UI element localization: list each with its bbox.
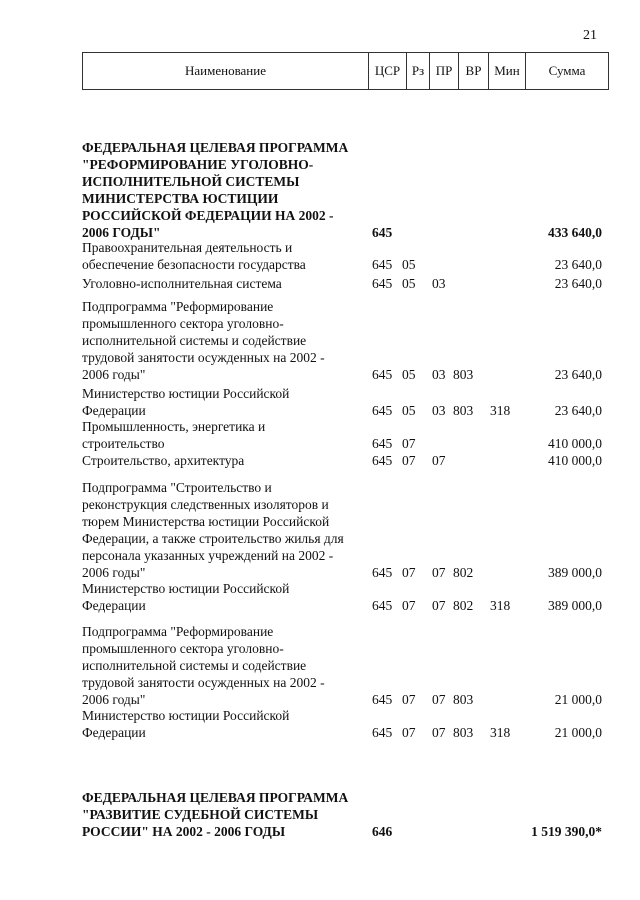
header-vr: ВР — [458, 53, 488, 89]
code-pr: 07 — [432, 692, 446, 707]
sum: 23 640,0 — [554, 367, 602, 382]
code-vr: 803 — [453, 725, 474, 740]
code-csr: 645 — [372, 276, 393, 291]
code-csr: 645 — [372, 725, 393, 740]
code-pr: 03 — [432, 367, 446, 382]
table-row — [82, 479, 602, 581]
code-min: 318 — [490, 598, 511, 613]
sum: 23 640,0 — [554, 403, 602, 418]
name: Строительство, архитектура — [82, 453, 245, 468]
code-csr: 645 — [372, 367, 393, 382]
header-rz: Рз — [406, 53, 429, 89]
table-row — [82, 452, 602, 469]
code-min: 318 — [490, 403, 511, 418]
table-header — [82, 52, 609, 90]
code-rz: 05 — [402, 276, 416, 291]
code-csr: 645 — [372, 257, 393, 272]
name: Подпрограмма "Строительство и реконструкция следственных изоляторов и тюрем Министерства юстиции Российской Федерации, а также строительство жилья для персонала указанных учреждений на 2002 - 2006 годы" — [82, 480, 344, 580]
code-rz: 07 — [402, 436, 416, 451]
code-pr: 07 — [432, 565, 446, 580]
code-csr: 645 — [372, 565, 393, 580]
name: Подпрограмма "Реформирование промышленного сектора уголовно- исполнительной системы и содействие трудовой занятости осужденных на 2002 - 2006 годы" — [82, 299, 325, 382]
sum: 389 000,0 — [548, 565, 602, 580]
code-rz: 05 — [402, 257, 416, 272]
sum: 23 640,0 — [554, 276, 602, 291]
sum: 389 000,0 — [548, 598, 602, 613]
code-csr: 645 — [372, 436, 393, 451]
header-sum: Сумма — [525, 53, 608, 89]
page-number: 21 — [583, 28, 597, 43]
code-csr: 645 — [372, 453, 393, 468]
sum: 21 000,0 — [554, 692, 602, 707]
code-vr: 803 — [453, 692, 474, 707]
code-pr: 03 — [432, 276, 446, 291]
name: Подпрограмма "Реформирование промышленного сектора уголовно- исполнительной системы и содействие трудовой занятости осужденных на 2002 - 2006 годы" — [82, 624, 325, 707]
name: Министерство юстиции Российской Федерации — [82, 386, 290, 418]
code-rz: 07 — [402, 565, 416, 580]
table-row — [82, 418, 602, 452]
header-min: Мин — [488, 53, 525, 89]
sum: 21 000,0 — [554, 725, 602, 740]
code-vr: 803 — [453, 403, 474, 418]
name: ФЕДЕРАЛЬНАЯ ЦЕЛЕВАЯ ПРОГРАММА "РЕФОРМИРОВАНИЕ УГОЛОВНО- ИСПОЛНИТЕЛЬНОЙ СИСТЕМЫ МИНИСТЕРСТВА ЮСТИЦИИ РОССИЙСКОЙ ФЕДЕРАЦИИ НА 2002 - 2006 ГОДЫ" — [82, 140, 349, 240]
header-csr: ЦСР — [368, 53, 406, 89]
name: Промышленность, энергетика и строительство — [82, 419, 266, 451]
code-csr: 645 — [372, 225, 393, 240]
code-min: 318 — [490, 725, 511, 740]
code-vr: 802 — [453, 598, 474, 613]
code-pr: 07 — [432, 725, 446, 740]
name: Министерство юстиции Российской Федерации — [82, 708, 290, 740]
code-pr: 07 — [432, 598, 446, 613]
table-row — [82, 707, 602, 741]
name: Уголовно-исполнительная система — [82, 276, 282, 291]
table-row — [82, 298, 602, 383]
name: Министерство юстиции Российской Федерации — [82, 581, 290, 613]
sum: 1 519 390,0* — [531, 824, 602, 839]
code-vr: 803 — [453, 367, 474, 382]
name: Правоохранительная деятельность и обеспечение безопасности государства — [82, 240, 306, 272]
sum: 410 000,0 — [548, 436, 602, 451]
table-row — [82, 275, 602, 292]
code-rz: 07 — [402, 453, 416, 468]
table-row — [82, 239, 602, 273]
code-rz: 05 — [402, 403, 416, 418]
sum: 410 000,0 — [548, 453, 602, 468]
code-rz: 07 — [402, 598, 416, 613]
code-pr: 07 — [432, 453, 446, 468]
code-rz: 05 — [402, 367, 416, 382]
name: ФЕДЕРАЛЬНАЯ ЦЕЛЕВАЯ ПРОГРАММА "РАЗВИТИЕ СУДЕБНОЙ СИСТЕМЫ РОССИИ" НА 2002 - 2006 ГОДЫ — [82, 790, 349, 839]
code-csr: 646 — [372, 824, 393, 839]
code-rz: 07 — [402, 692, 416, 707]
code-csr: 645 — [372, 692, 393, 707]
sum: 433 640,0 — [548, 225, 602, 240]
code-csr: 645 — [372, 598, 393, 613]
table-row — [82, 623, 602, 708]
code-rz: 07 — [402, 725, 416, 740]
sum: 23 640,0 — [554, 257, 602, 272]
header-name: Наименование — [185, 63, 266, 78]
header-pr: ПР — [429, 53, 458, 89]
table-row — [82, 385, 602, 419]
table-row — [82, 580, 602, 614]
code-csr: 645 — [372, 403, 393, 418]
table-row — [82, 139, 602, 241]
code-pr: 03 — [432, 403, 446, 418]
code-vr: 802 — [453, 565, 474, 580]
table-row — [82, 789, 602, 840]
